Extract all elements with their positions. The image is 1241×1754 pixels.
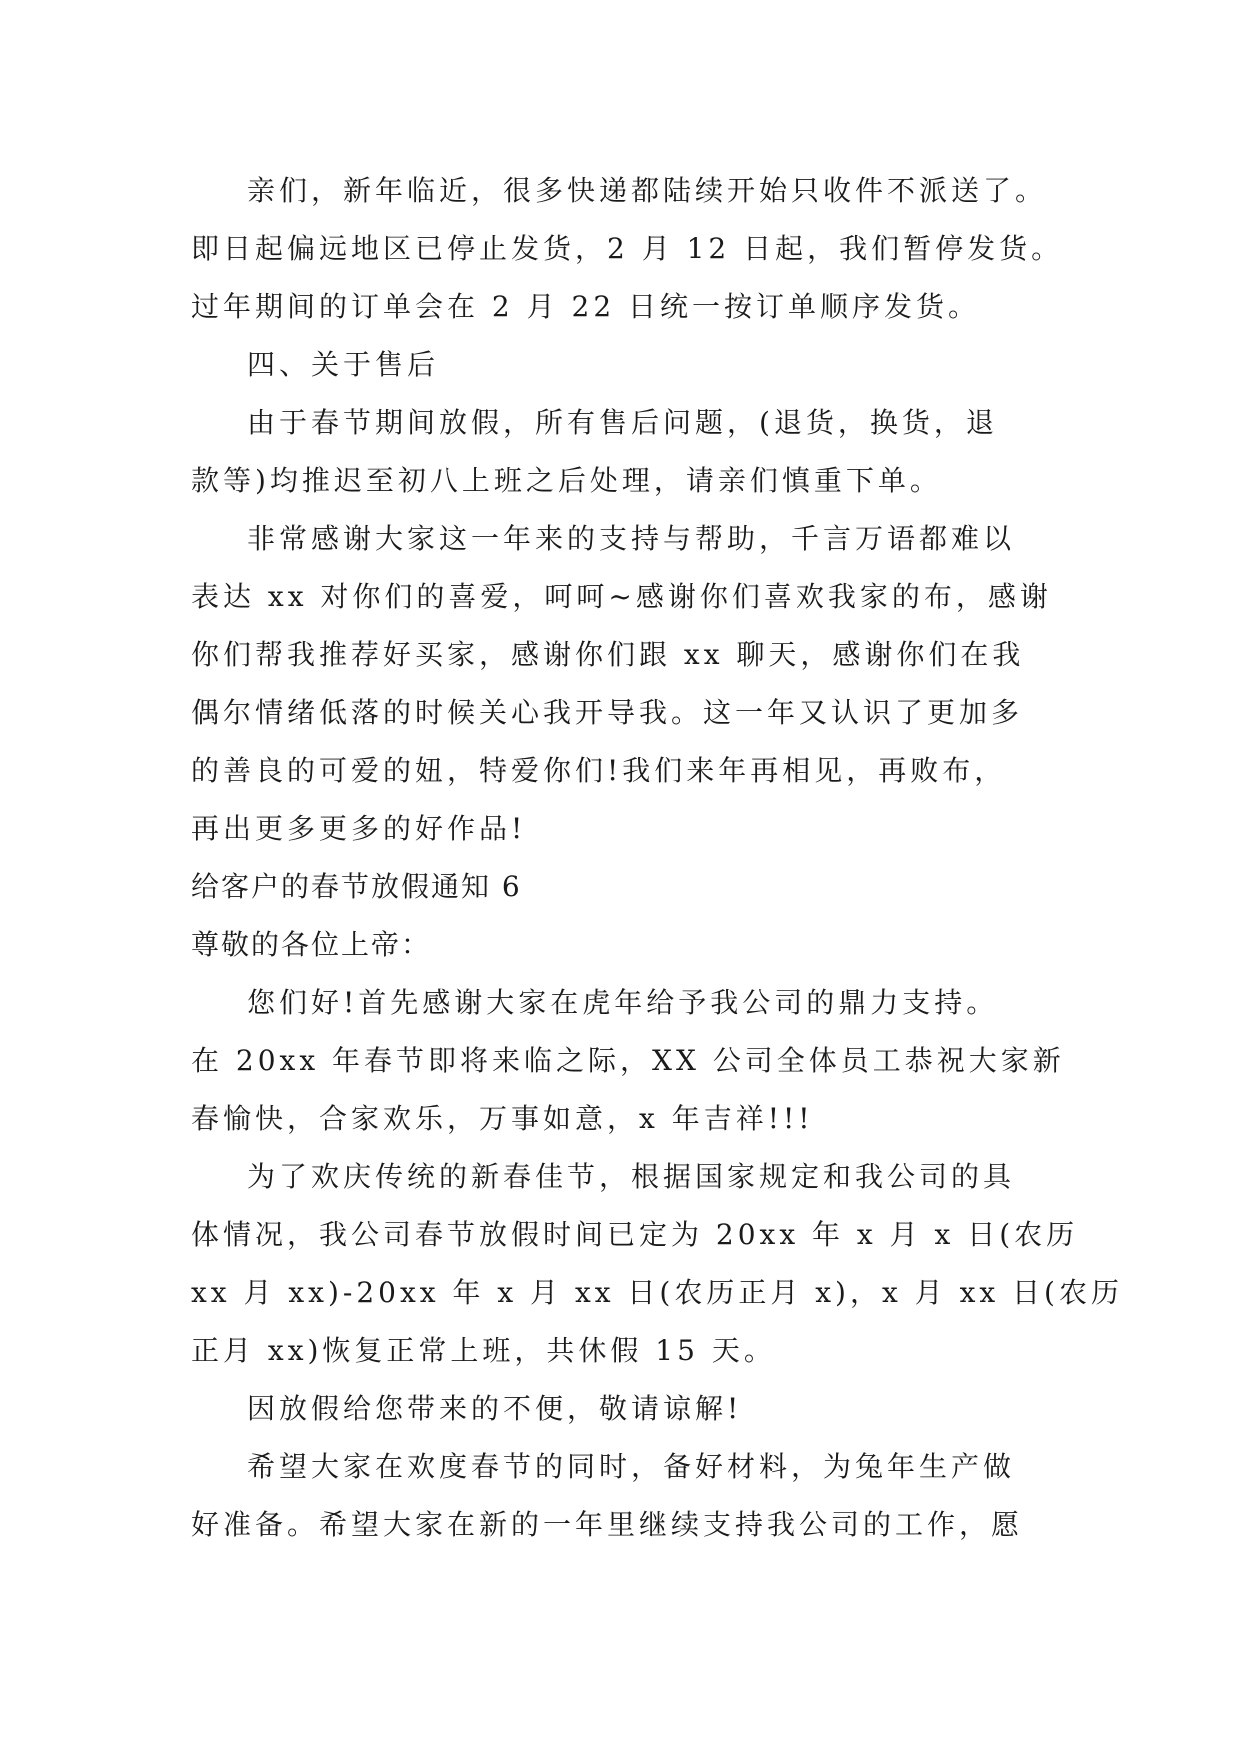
text-line: 您们好!首先感谢大家在虎年给予我公司的鼎力支持。 bbox=[247, 986, 999, 1019]
text-line: 非常感谢大家这一年来的支持与帮助，千言万语都难以 bbox=[247, 522, 1016, 555]
text-line: 款等)均推迟至初八上班之后处理，请亲们慎重下单。 bbox=[191, 464, 942, 497]
text-line: 偶尔情绪低落的时候关心我开导我。这一年又认识了更加多 bbox=[191, 696, 1024, 729]
text-line: 你们帮我推荐好买家，感谢你们跟 xx 聊天，感谢你们在我 bbox=[191, 638, 1025, 671]
section-heading: 四、关于售后 bbox=[247, 348, 440, 381]
text-line: 亲们，新年临近，很多快递都陆续开始只收件不派送了。 bbox=[247, 174, 1048, 207]
text-line: 春愉快，合家欢乐，万事如意，x 年吉祥!!! bbox=[191, 1102, 814, 1135]
notice-title: 给客户的春节放假通知 6 bbox=[191, 870, 522, 903]
text-line: 体情况，我公司春节放假时间已定为 20xx 年 x 月 x 日(农历 bbox=[191, 1218, 1079, 1251]
salutation: 尊敬的各位上帝： bbox=[191, 928, 432, 961]
text-line: 好准备。希望大家在新的一年里继续支持我公司的工作，愿 bbox=[191, 1508, 1024, 1541]
text-line: 过年期间的订单会在 2 月 22 日统一按订单顺序发货。 bbox=[191, 290, 981, 323]
text-line: 为了欢庆传统的新春佳节，根据国家规定和我公司的具 bbox=[247, 1160, 1016, 1193]
text-line: 表达 xx 对你们的喜爱，呵呵~感谢你们喜欢我家的布，感谢 bbox=[191, 580, 1052, 613]
text-line: 因放假给您带来的不便，敬请谅解! bbox=[247, 1392, 743, 1425]
text-line: 即日起偏远地区已停止发货，2 月 12 日起，我们暂停发货。 bbox=[191, 232, 1064, 265]
text-line: 正月 xx)恢复正常上班，共休假 15 天。 bbox=[191, 1334, 776, 1367]
text-line: 由于春节期间放假，所有售后问题，(退货，换货，退 bbox=[247, 406, 998, 439]
text-line: 在 20xx 年春节即将来临之际，XX 公司全体员工恭祝大家新 bbox=[191, 1044, 1065, 1077]
text-line: xx 月 xx)-20xx 年 x 月 xx 日(农历正月 x)，x 月 xx 日(农历 bbox=[191, 1276, 1123, 1309]
text-line: 希望大家在欢度春节的同时，备好材料，为兔年生产做 bbox=[247, 1450, 1016, 1483]
document-body bbox=[191, 162, 1123, 1554]
text-line: 再出更多更多的好作品! bbox=[191, 812, 527, 845]
text-line: 的善良的可爱的妞，特爱你们!我们来年再相见，再败布， bbox=[191, 754, 1007, 787]
